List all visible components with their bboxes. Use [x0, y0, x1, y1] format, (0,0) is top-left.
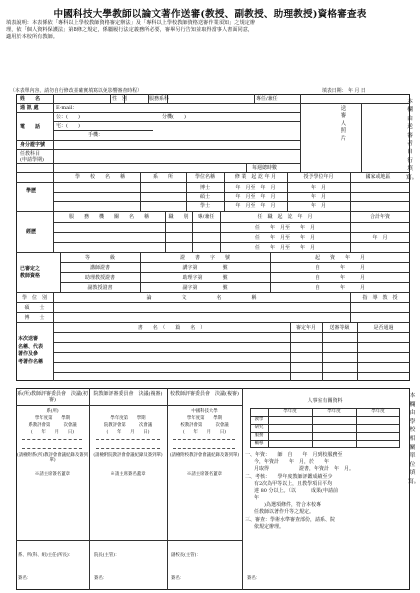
edu-header-award: 授予學位年月	[303, 174, 334, 180]
seniority-line-1: 一、年資： 師 自 年 月到校服務至	[245, 452, 343, 458]
cert-assistant-professor-date: 自 年 月	[314, 275, 365, 281]
pub-header-passed: 是否通過	[373, 325, 394, 331]
cert-lecturer-date: 自 年 月	[314, 265, 365, 271]
cert-header-level: 等 級	[84, 255, 115, 261]
thesis-header-title: 論 文 名 稱	[146, 295, 257, 301]
exp-total-years: 年 月	[372, 235, 388, 241]
college-attachment-note: (請檢附院教評會會議紀錄及簽到單)	[93, 453, 163, 458]
instruction-line-1: 填表說明：本表係依「專科以上學校教師資格審定辦法」及「專科以上學校教師資格送審作業須知」之規定辦	[6, 20, 256, 26]
dept-head-signature: 系、所(科、組)主任(所長)：	[18, 553, 74, 558]
dept-sign-label: 簽名：	[18, 576, 32, 581]
edu-header-dept: 系 所	[152, 174, 173, 180]
personnel-head: 人事室有關資料	[307, 398, 343, 404]
evaluation-line-5: )為選項條件，符合本校專	[254, 502, 321, 508]
pub-header-title: 書 名 （ 篇 名 ）	[137, 325, 206, 331]
exp-header-total: 合計年資	[369, 214, 390, 220]
cert-lecturer-no: 講字第 號	[182, 265, 228, 271]
evaluation-line-4: 年	[254, 495, 260, 501]
school-line-4: ( 年 月 日)	[183, 430, 226, 435]
employment-type-label: 專任/兼任	[256, 96, 278, 102]
certificate-label: 已審定之 教師資格	[20, 266, 41, 279]
dept-line-4: ( 年 月 日)	[31, 430, 74, 435]
exp-header-period: 任 職 起 訖 年 月	[257, 214, 313, 220]
pub-header-date: 審定年月	[295, 325, 316, 331]
dept-line-1: 系(所)	[46, 409, 59, 414]
evaluation-line-3: 達 80 分以上。（以 成果(申請前	[254, 488, 338, 494]
college-chair-sign-note: ※請主席簽名蓋章	[110, 472, 146, 477]
mail-address-label: 通 訊 處	[20, 105, 39, 111]
edu-period-bachelor: 年 月至 年 月	[235, 203, 276, 209]
education-label: 學歷	[26, 188, 37, 194]
edu-header-school: 學 校 名 稱	[74, 174, 125, 180]
eval-header-year-2: 學年度	[327, 409, 341, 414]
gender-label: 性 別	[112, 96, 128, 102]
pub-header-level: 送審等級	[329, 325, 350, 331]
college-committee-head: 院教師評審委員會 決議(複審)	[93, 391, 163, 397]
cert-associate-professor-no: 副字第 號	[182, 285, 228, 291]
publication-label: 本次送審 名稱、代表 著作及參 考著作名稱	[18, 336, 44, 365]
thesis-header-degree: 學 位 別	[21, 295, 47, 301]
exp-header-type: 專/兼任	[197, 214, 215, 220]
eval-row-service: 服務	[254, 433, 264, 438]
experience-label: 經歷	[26, 229, 37, 235]
school-attachment-note: (請檢附校教評會會議紀錄及簽到單)	[169, 453, 240, 458]
seniority-line-2: 今，年資計 年 月，於 年	[254, 459, 330, 465]
cert-assistant-professor-no: 助理字第 號	[182, 275, 228, 281]
photo-area: 送審人照片	[340, 106, 347, 142]
fill-date: 填表日期： 年 月 日	[322, 88, 366, 94]
exp-period-3: 任 年 月至 年 月	[254, 245, 315, 251]
teaching-subject-label: 任教科目 (申請學期)	[20, 151, 44, 163]
instruction-line-2: 理，依「個人資料保護法」第8條之規定，係屬履行法定義務所必要，審畢另行告知並取得當事人書面同意，	[6, 27, 254, 34]
form-note: （本表單內容，請勿自行修改並確實填寫以免影響審查時程）	[10, 88, 143, 94]
personnel-sign-label: 簽名：	[247, 576, 261, 581]
eval-row-counseling: 輔導	[254, 441, 264, 446]
edu-award-master: 年 月	[310, 194, 326, 200]
college-sign-label: 簽名：	[94, 576, 108, 581]
fill-instructions	[6, 20, 414, 42]
review-line-1: 三、審查：學術水準審查部份，請系、院	[245, 517, 336, 523]
evaluation-line-6: 任教師以著作升等之規定。	[254, 509, 315, 515]
name-label: 姓 名	[20, 96, 41, 102]
dept-chair-sign-note: ※請主席簽名蓋章	[34, 472, 71, 477]
college-line-4: ( 年 月 日)	[106, 430, 150, 435]
school-committee-head: 校教師評審委員會 決議(複審)	[170, 391, 239, 397]
school-line-1: 中國科技大學	[191, 409, 218, 414]
eval-row-research: 研究	[254, 425, 264, 430]
instruction-line-3: 適用於本校所有教師。	[6, 34, 58, 41]
edu-degree-phd: 博士	[199, 185, 210, 191]
evaluation-line-1: 二、考核： 學年度教師評鑑成績至少	[245, 474, 333, 480]
edu-header-country: 國家或地區	[365, 174, 391, 180]
dept-committee-head: 系(所)教師評審委員會 決議(初審)	[17, 391, 88, 404]
thesis-header-advisor: 指 導 教 授	[362, 295, 398, 301]
edu-header-degree: 學位名稱	[194, 174, 215, 180]
edu-degree-master: 碩士	[199, 194, 210, 200]
cert-associate-professor-date: 自 年 月	[314, 285, 365, 291]
exp-period-1: 任 年 月至 年 月	[254, 225, 315, 231]
weekly-hours-label: 每週總時數	[252, 165, 278, 171]
office-ext: 分機( )	[162, 114, 186, 120]
dept-attachment-note: (請檢附系(所)教評會會議紀錄及簽到單)	[17, 453, 88, 464]
edu-period-master: 年 月至 年 月	[235, 194, 276, 200]
eval-header-year-3: 學年度	[371, 409, 385, 414]
edu-period-phd: 年 月至 年 月	[235, 185, 276, 191]
review-line-2: 依規定辦理。	[254, 524, 285, 530]
school-chair-sign-note: ※請主席簽名蓋章	[186, 472, 223, 477]
home-phone: 宅：( )	[56, 123, 80, 129]
exp-period-2: 任 年 月至 年 月	[254, 235, 315, 241]
school-line-3: 校教評會第 次會議	[180, 423, 229, 428]
edu-degree-bachelor: 學士	[199, 203, 210, 209]
id-number-label: 身分證字號	[20, 142, 46, 148]
cert-header-start: 起 資 年 月	[314, 255, 365, 261]
eval-header-year-1: 學年度	[283, 409, 297, 414]
thesis-phd: 博 士	[24, 315, 45, 321]
cert-associate-professor: 副教授證書	[87, 285, 113, 291]
form-title: 中國科技大學教師以論文著作送審(教授、副教授、助理教授)資格審查表	[53, 9, 367, 20]
office-phone: 公：( )	[56, 114, 80, 120]
dept-line-3: 系教評會第 次會議	[28, 423, 77, 428]
cert-assistant-professor: 助理教授證書	[84, 275, 115, 281]
side-note-school: 本欄由學校相關單位填寫。	[408, 393, 420, 485]
phone-label: 電 話	[20, 124, 41, 130]
seniority-line-3: 月取得 證書，年資計 年 月。	[254, 466, 355, 472]
cert-header-number: 證 書 字 號	[179, 255, 230, 261]
school-vp-signature: 副校長(主管)：	[171, 553, 201, 558]
email-label: E-mail：	[56, 105, 78, 111]
school-line-2: 學年度第 學期	[186, 416, 223, 421]
edu-award-phd: 年 月	[310, 185, 326, 191]
unit-label: 服務系科	[149, 96, 170, 102]
exp-header-position: 職 別	[168, 214, 189, 220]
cert-lecturer: 講師證書	[89, 265, 110, 271]
edu-header-period: 修 業 起 訖 年 月	[234, 174, 277, 180]
dept-line-2: 學年度第 學期	[34, 416, 71, 421]
college-dean-signature: 院長(主管)：	[94, 553, 120, 558]
side-note-applicant: 本欄由送審者自行填寫。	[406, 99, 418, 181]
edu-award-bachelor: 年 月	[310, 203, 326, 209]
college-line-3: 院教評會第 次會議	[103, 423, 153, 428]
school-sign-label: 簽名：	[171, 576, 185, 581]
eval-row-teaching: 教學	[254, 417, 264, 422]
exp-header-org: 服 務 機 關 名 稱	[68, 214, 149, 220]
mobile-phone: 手機：	[88, 132, 104, 138]
thesis-master: 碩 士	[24, 305, 45, 311]
college-line-2: 學年度第 學期	[110, 416, 146, 421]
evaluation-line-2: 有2次為甲等以上，且教學項目平均	[254, 481, 333, 487]
